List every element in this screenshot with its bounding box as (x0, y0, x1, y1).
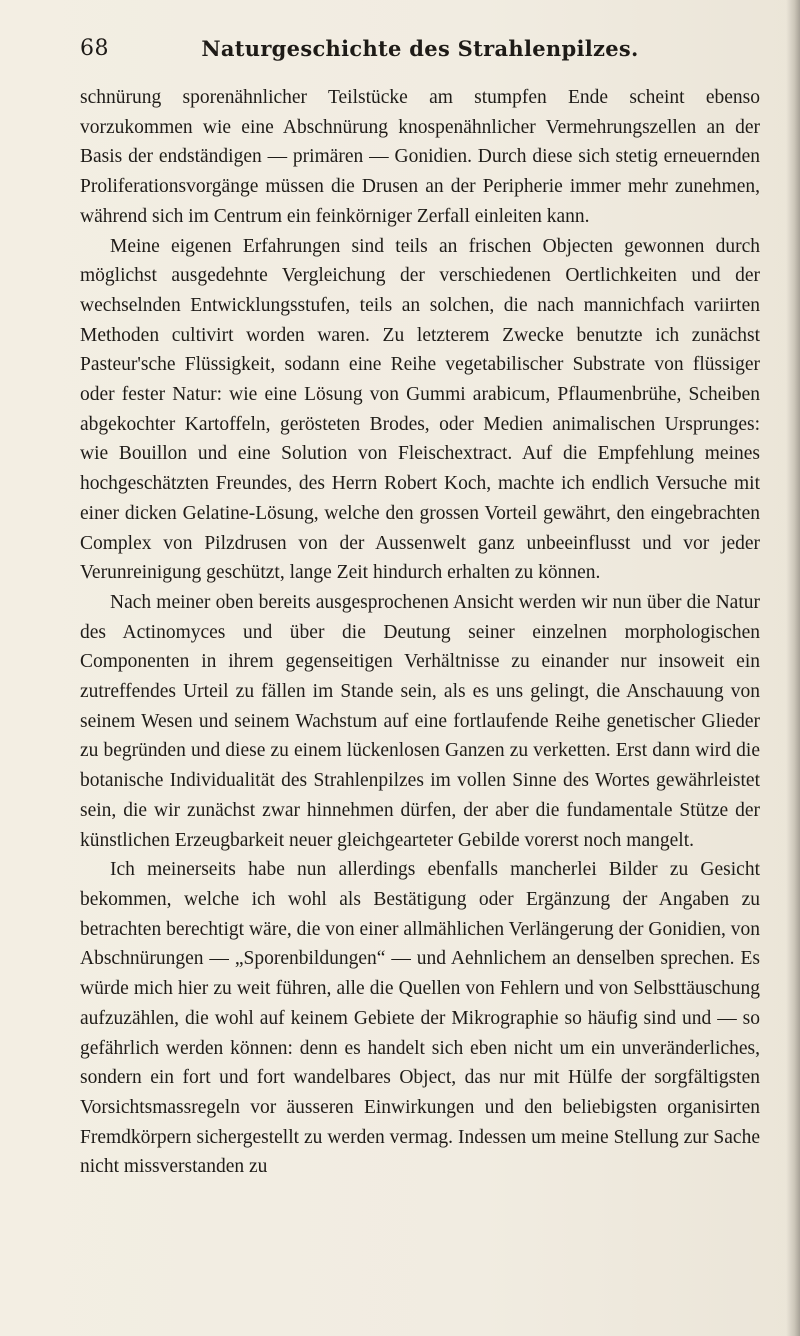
paragraph-nature-of-actinomyces: Nach meiner oben bereits ausgesprochenen Ansicht werden wir nun über die Natur des Actinomyces und über die Deutung seiner einzelnen morphologischen Componenten in ihrem gegenseitigen Verhältnisse zu einander nur insoweit ein zutreffendes Urteil zu fällen im Stande sein, als es uns gelingt, die Anschauung von seinem Wesen und seinem Wachstum auf eine fortlaufende Reihe genetischer Glieder zu begründen und diese zu einem lückenlosen Ganzen zu verketten. Erst dann wird die botanische Individualität des Strahlenpilzes im vollen Sinne des Wortes gewährleistet sein, die wir zunächst zwar hinnehmen dürfen, der aber die fundamentale Stütze der künstlichen Erzeugbarkeit neuer gleichgearteter Gebilde vorerst noch mangelt. (80, 591, 760, 851)
body-text (80, 83, 760, 1283)
page-number: 68 (80, 36, 109, 61)
paragraph-continuation: schnürung sporenähnlicher Teilstücke am stumpfen Ende scheint ebenso vorzukommen wie eine Abschnürung knospenähnlicher Vermehrungszellen an der Basis der endständigen — primären — Gonidien. Durch diese sich stetig erneuernden Proliferationsvorgänge müssen die Drusen an der Peripherie immer mehr zunehmen, während sich im Centrum ein feinkörniger Zerfall einleiten kann. (80, 87, 760, 227)
paragraph-observations: Ich meinerseits habe nun allerdings ebenfalls mancherlei Bilder zu Gesicht bekommen, welche ich wohl als Bestätigung oder Ergänzung der Angaben zu betrachten berechtigt wäre, die von einer allmählichen Verlängerung der Gonidien, von Abschnürungen — „Sporenbildungen“ — und Aehnlichem an denselben sprechen. Es würde mich hier zu weit führen, alle die Quellen von Fehlern und von Selbsttäuschung aufzuzählen, die wohl auf keinem Gebiete der Mikrographie so häufig sind und — so gefährlich werden können: denn es handelt sich eben nicht um ein unveränderliches, sondern ein fort und fort wandelbares Object, das nur mit Hülfe der sorgfältigsten Vorsichtsmassregeln vor äusseren Einwirkungen und den beliebigsten organisirten Fremdkörpern sichergestellt zu werden vermag. Indessen um meine Stellung zur Sache nicht missverstanden zu (80, 859, 760, 1178)
running-title: Naturgeschichte des Strahlenpilzes. (201, 36, 639, 61)
page-header (80, 36, 760, 76)
paragraph-own-experience: Meine eigenen Erfahrungen sind teils an frischen Objecten gewonnen durch möglichst ausgedehnte Vergleichung der verschiedenen Oertlichkeiten und der wechselnden Entwicklungsstufen, teils an solchen, die nach mannichfach variirten Methoden cultivirt worden waren. Zu letzterem Zwecke benutzte ich zunächst Pasteur'sche Flüssigkeit, sodann eine Reihe vegetabilischer Substrate von flüssiger oder fester Natur: wie eine Lösung von Gummi arabicum, Pflaumenbrühe, Scheiben abgekochter Kartoffeln, gerösteten Brodes, oder Medien animalischen Ursprunges: wie Bouillon und eine Solution von Fleischextract. Auf die Empfehlung meines hochgeschätzten Freundes, des Herrn Robert Koch, machte ich endlich Versuche mit einer dicken Gelatine-Lösung, welche den grossen Vorteil gewährt, den eingebrachten Complex von Pilzdrusen von der Aussenwelt ganz unbeeinflusst und vor jeder Verunreinigung geschützt, lange Zeit hindurch erhalten zu können. (80, 235, 760, 584)
page-edge-shadow (786, 0, 800, 1336)
